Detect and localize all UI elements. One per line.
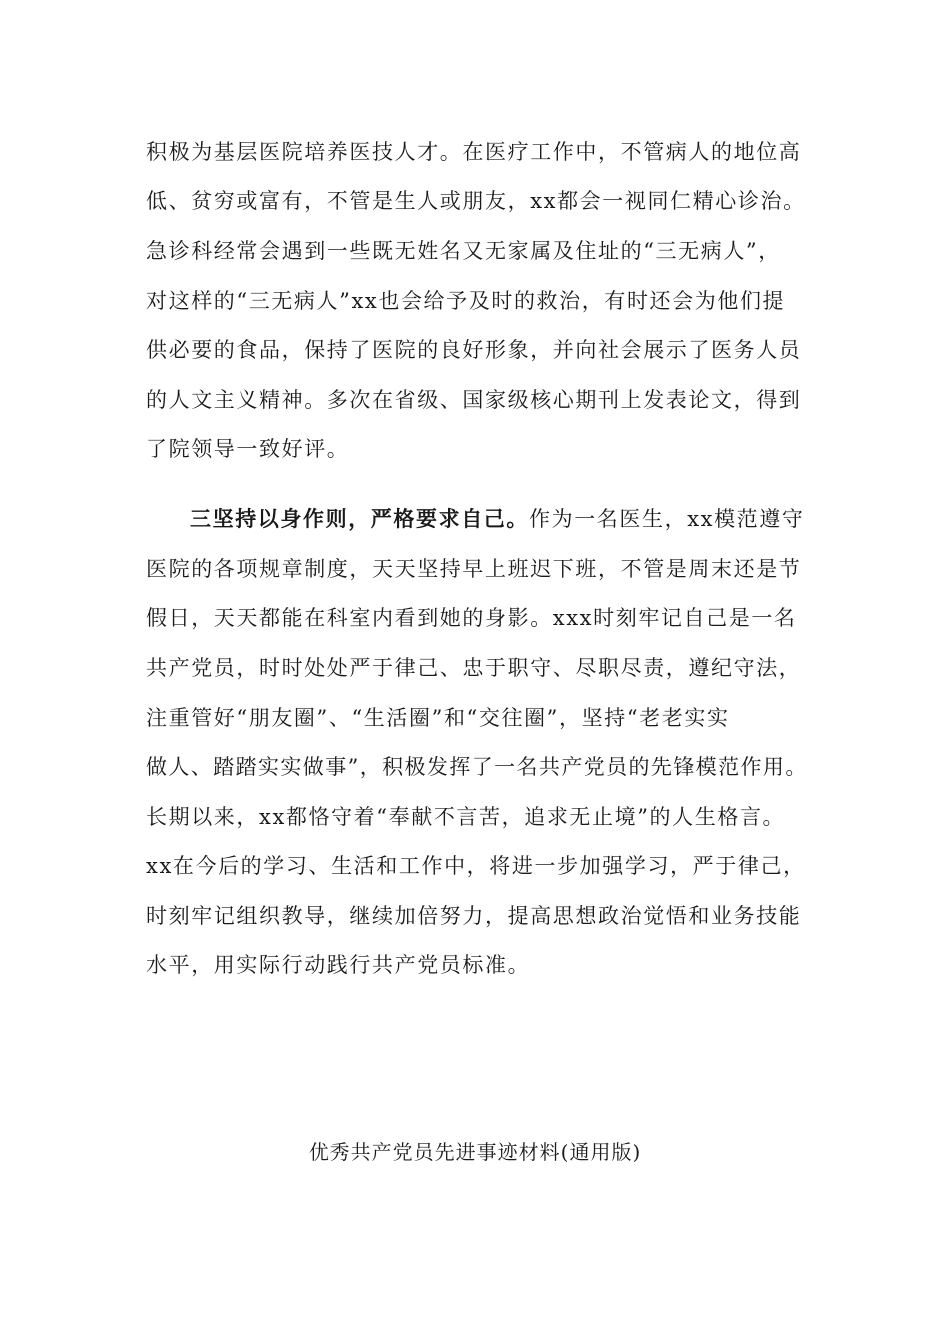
paragraph-1-line: 急诊科经常会遇到一些既无姓名又无家属及住址的“三无病人”， [146,239,781,263]
paragraph-1-line: 低、贫穷或富有，不管是生人或朋友，xx都会一视同仁精心诊治。 [146,189,806,213]
paragraph-2-line: 时刻牢记组织教导，继续加倍努力，提高思想政治觉悟和业务技能 [146,904,802,928]
paragraph-1-line: 了院领导一致好评。 [146,437,350,461]
paragraph-2-line: 假日，天天都能在科室内看到她的身影。xxx时刻牢记自己是一名 [146,606,797,630]
footer-title: 优秀共产党员先进事迹材料(通用版) [308,1140,642,1164]
paragraph-2-line: 长期以来，xx都恪守着“奉献不言苦，追求无止境”的人生格言。 [146,805,786,829]
paragraph-2-first-line [190,505,805,533]
paragraph-1-line: 积极为基层医院培养医技人才。在医疗工作中，不管病人的地位高 [146,140,802,164]
paragraph-2-line: 医院的各项规章制度，天天坚持早上班迟下班，不管是周末还是节 [146,557,802,581]
paragraph-2-line: xx在今后的学习、生活和工作中，将进一步加强学习，严于律己， [146,854,806,878]
paragraph-1-line: 供必要的食品，保持了医院的良好形象，并向社会展示了医务人员 [146,338,802,362]
paragraph-2-first-line-text: 作为一名医生，xx模范遵守 [529,507,805,531]
paragraph-2-line: 注重管好“朋友圈”、“生活圈”和“交往圈”，坚持“老老实实 [146,706,730,730]
paragraph-1-line: 对这样的“三无病人”xx也会给予及时的救治，有时还会为他们提 [146,289,786,313]
paragraph-2-line: 共产党员，时时处处严于律己、忠于职守、尽职尽责，遵纪守法， [146,656,802,680]
paragraph-2-line: 做人、踏踏实实做事”，积极发挥了一名共产党员的先锋模范作用。 [146,755,808,779]
paragraph-1-line: 的人文主义精神。多次在省级、国家级核心期刊上发表论文，得到 [146,388,802,412]
paragraph-2-line: 水平，用实际行动践行共产党员标准。 [146,953,531,977]
paragraph-2-heading: 三坚持以身作则，严格要求自己。 [190,506,529,531]
